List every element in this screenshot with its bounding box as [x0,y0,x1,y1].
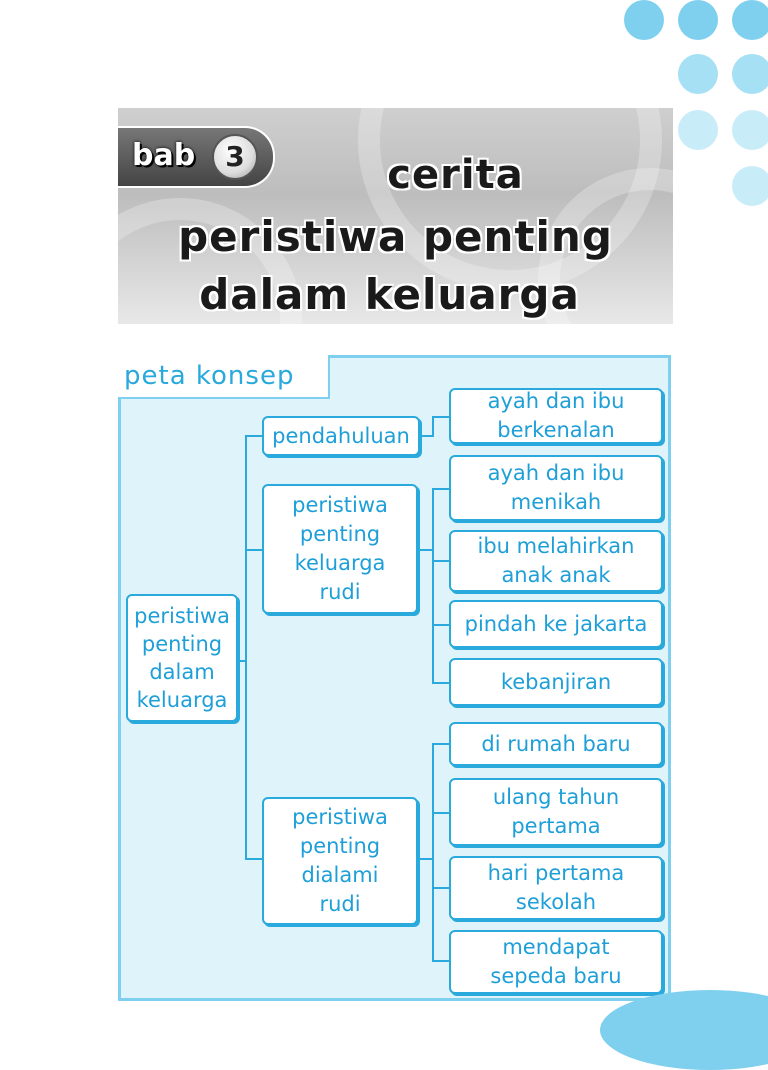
chapter-title-line-1: cerita [387,152,524,198]
concept-branch-family-events [262,484,418,614]
page-corner-decoration [600,990,768,1070]
concept-leaf-label: mendapat sepeda baru [490,935,622,988]
connector-line [245,858,263,860]
connector-line [432,560,450,562]
concept-leaf [449,856,663,920]
connector-line [432,488,450,490]
chapter-number: 3 [212,134,258,180]
decor-dot [678,110,718,150]
concept-map-tab [118,355,330,399]
connector-line [245,435,263,437]
concept-leaf [449,600,663,648]
connector-line [432,416,450,418]
concept-branch-label: peristiwa penting keluarga rudi [292,493,388,604]
concept-leaf-label: kebanjiran [500,669,612,694]
decor-dot [624,0,664,40]
connector-line [432,812,450,814]
decor-dot [732,166,768,206]
decor-dot [732,54,768,94]
connector-line [432,743,450,745]
connector-line [245,435,247,860]
concept-leaf-label: hari pertama sekolah [487,861,625,914]
concept-leaf-label: pindah ke jakarta [464,611,648,636]
concept-branch-intro [262,416,420,456]
decor-dot [678,0,718,40]
concept-branch-rudi-events [262,797,418,925]
chapter-label: bab [132,138,196,173]
connector-line [432,743,434,961]
concept-branch-label: peristiwa penting dialami rudi [292,805,388,916]
concept-leaf [449,930,663,994]
concept-leaf-label: di rumah baru [481,731,631,756]
concept-leaf [449,455,663,521]
chapter-title-line-3: dalam keluarga [199,270,580,319]
concept-leaf [449,722,663,766]
connector-line [245,549,263,551]
decor-dot [732,0,768,40]
concept-root-label: peristiwa penting dalam keluarga [134,604,230,712]
chapter-header [118,108,673,324]
connector-line [432,488,434,684]
concept-leaf [449,388,663,444]
decor-dot [732,110,768,150]
concept-leaf-label: ayah dan ibu menikah [487,461,625,514]
concept-map-title: peta konsep [124,361,295,391]
concept-branch-label: pendahuluan [272,423,410,448]
concept-leaf [449,658,663,706]
chapter-title-line-2: peristiwa penting [178,212,613,261]
concept-root-node [126,594,238,722]
concept-leaf-label: ibu melahirkan anak anak [477,534,635,587]
concept-leaf [449,778,663,846]
concept-leaf [449,530,663,592]
decor-dot [678,54,718,94]
concept-leaf-label: ayah dan ibu berkenalan [487,389,625,442]
connector-line [432,682,450,684]
connector-line [432,887,450,889]
concept-leaf-label: ulang tahun pertama [492,785,620,838]
connector-line [432,416,434,436]
connector-line [432,624,450,626]
connector-line [432,960,450,962]
